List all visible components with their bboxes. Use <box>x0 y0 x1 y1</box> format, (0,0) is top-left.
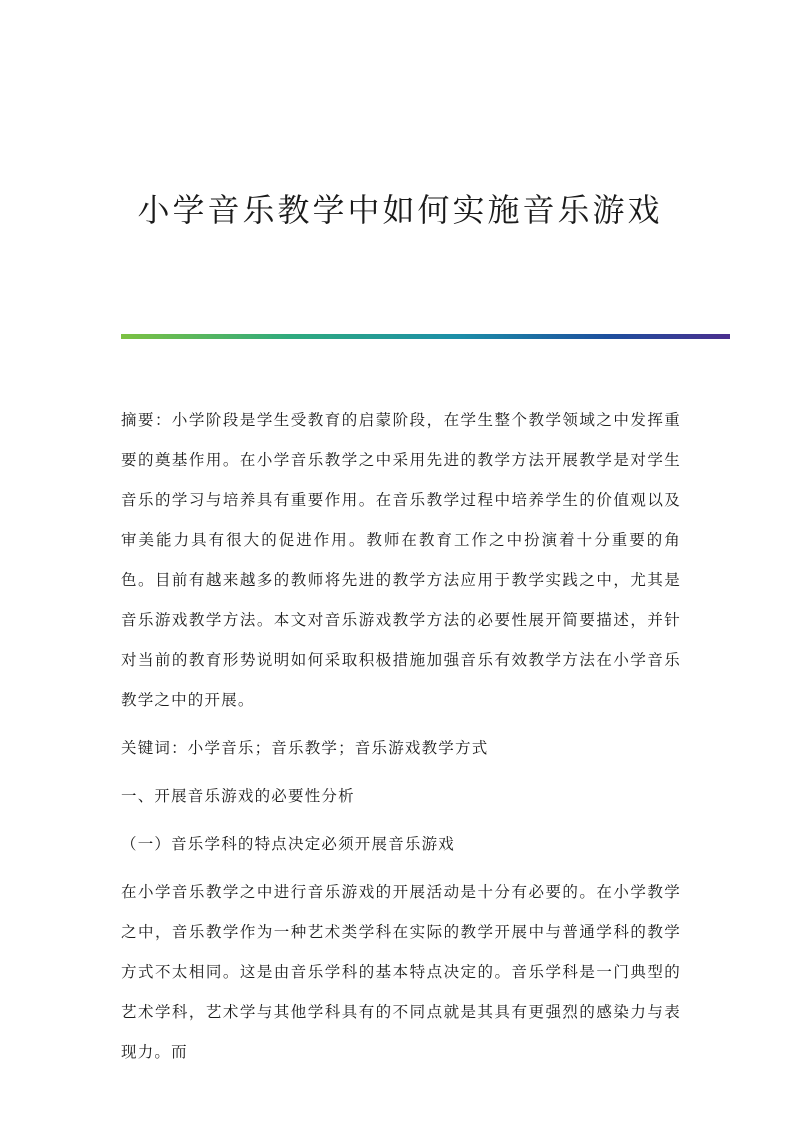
document-body <box>121 400 681 1072</box>
body-paragraph: 在小学音乐教学之中进行音乐游戏的开展活动是十分有必要的。在小学教学之中，音乐教学作为一种艺术类学科在实际的教学开展中与普通学科的教学方式不太相同。这是由音乐学科的基本特点决定的。音乐学科是一门典型的艺术学科，艺术学与其他学科具有的不同点就是其具有更强烈的感染力与表现力。而 <box>121 883 681 1061</box>
abstract-paragraph: 摘要：小学阶段是学生受教育的启蒙阶段，在学生整个教学领域之中发挥重要的奠基作用。在小学音乐教学之中采用先进的教学方法开展教学是对学生音乐的学习与培养具有重要作用。在音乐教学过程中培养学生的价值观以及审美能力具有很大的促进作用。教师在教育工作之中扮演着十分重要的角色。目前有越来越多的教师将先进的教学方法应用于教学实践之中，尤其是音乐游戏教学方法。本文对音乐游戏教学方法的必要性展开简要描述，并针对当前的教育形势说明如何采取积极措施加强音乐有效教学方法在小学音乐教学之中的开展。 <box>121 411 681 709</box>
section-heading: 一、开展音乐游戏的必要性分析 <box>121 787 355 805</box>
subsection-heading: （一）音乐学科的特点决定必须开展音乐游戏 <box>121 835 456 853</box>
title-divider <box>121 334 730 339</box>
keywords-line: 关键词：小学音乐；音乐教学；音乐游戏教学方式 <box>121 739 489 757</box>
document-title: 小学音乐教学中如何实施音乐游戏 <box>137 191 663 229</box>
